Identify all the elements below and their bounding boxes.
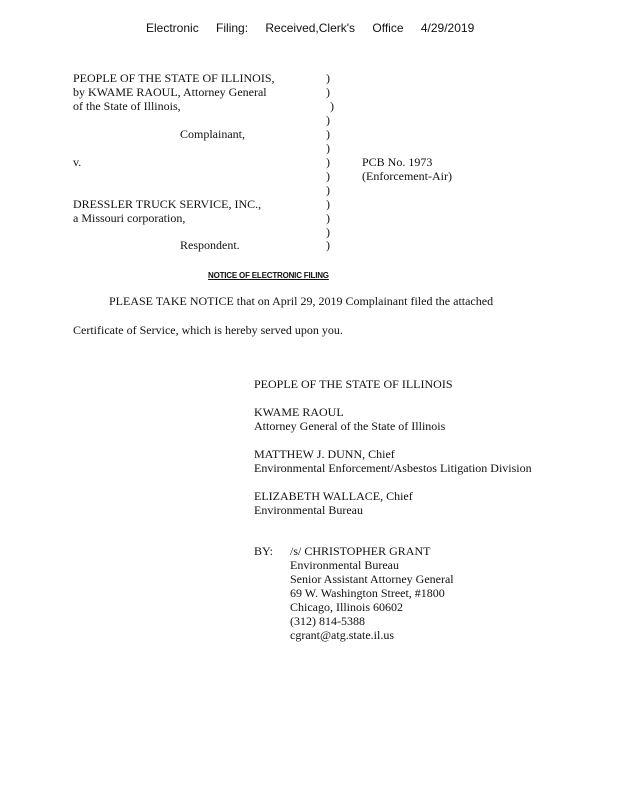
chief2-name: ELIZABETH WALLACE, Chief bbox=[254, 489, 413, 503]
ag-title: Attorney General of the State of Illinois bbox=[254, 419, 446, 433]
phone-number: (312) 814-5388 bbox=[290, 614, 365, 628]
caption-paren: ) bbox=[326, 141, 330, 155]
caption-paren: ) bbox=[326, 85, 330, 99]
caption-paren: ) bbox=[326, 183, 330, 197]
case-number: PCB No. 1973 bbox=[362, 155, 433, 169]
defendant-line-1: DRESSLER TRUCK SERVICE, INC., bbox=[73, 197, 262, 211]
notice-title: NOTICE OF ELECTRONIC FILING bbox=[208, 271, 329, 280]
case-type: (Enforcement-Air) bbox=[362, 169, 452, 183]
respondent-label: Respondent. bbox=[180, 238, 240, 252]
caption-paren: ) bbox=[326, 71, 330, 85]
notice-body-line-2: Certificate of Service, which is hereby served upon you. bbox=[73, 323, 343, 337]
defendant-line-2: a Missouri corporation, bbox=[73, 211, 186, 225]
header-date: 4/29/2019 bbox=[420, 21, 475, 35]
signer-title: Senior Assistant Attorney General bbox=[290, 572, 454, 586]
versus-label: v. bbox=[73, 155, 82, 169]
signature-people: PEOPLE OF THE STATE OF ILLINOIS bbox=[254, 377, 453, 391]
plaintiff-line-1: PEOPLE OF THE STATE OF ILLINOIS, bbox=[73, 71, 275, 85]
complainant-label: Complainant, bbox=[180, 127, 245, 141]
caption-paren: ) bbox=[326, 169, 330, 183]
chief1-division: Environmental Enforcement/Asbestos Litigation Division bbox=[254, 461, 532, 475]
filing-header bbox=[146, 21, 488, 35]
address-line-1: 69 W. Washington Street, #1800 bbox=[290, 586, 445, 600]
address-line-2: Chicago, Illinois 60602 bbox=[290, 600, 403, 614]
caption-paren: ) bbox=[326, 127, 330, 141]
caption-paren: ) bbox=[326, 197, 330, 211]
caption-paren: ) bbox=[326, 211, 330, 225]
signer-name: /s/ CHRISTOPHER GRANT bbox=[290, 544, 431, 558]
caption-paren: ) bbox=[326, 113, 330, 127]
caption-paren: ) bbox=[326, 155, 330, 169]
chief2-division: Environmental Bureau bbox=[254, 503, 363, 517]
notice-body-line-1: PLEASE TAKE NOTICE that on April 29, 2019 Complainant filed the attached bbox=[109, 294, 494, 308]
caption-paren: ) bbox=[330, 99, 334, 113]
signer-bureau: Environmental Bureau bbox=[290, 558, 399, 572]
header-filing: Filing: bbox=[216, 21, 249, 35]
email-address: cgrant@atg.state.il.us bbox=[290, 628, 395, 642]
plaintiff-line-3: of the State of Illinois, bbox=[73, 99, 181, 113]
header-electronic: Electronic bbox=[146, 21, 199, 35]
chief1-name: MATTHEW J. DUNN, Chief bbox=[254, 447, 395, 461]
header-office: Office bbox=[372, 21, 404, 35]
plaintiff-line-2: by KWAME RAOUL, Attorney General bbox=[73, 85, 267, 99]
ag-name: KWAME RAOUL bbox=[254, 405, 344, 419]
caption-paren: ) bbox=[326, 238, 330, 252]
by-label: BY: bbox=[254, 544, 273, 558]
header-received: Received,Clerk's bbox=[265, 21, 356, 35]
caption-paren: ) bbox=[326, 225, 330, 239]
